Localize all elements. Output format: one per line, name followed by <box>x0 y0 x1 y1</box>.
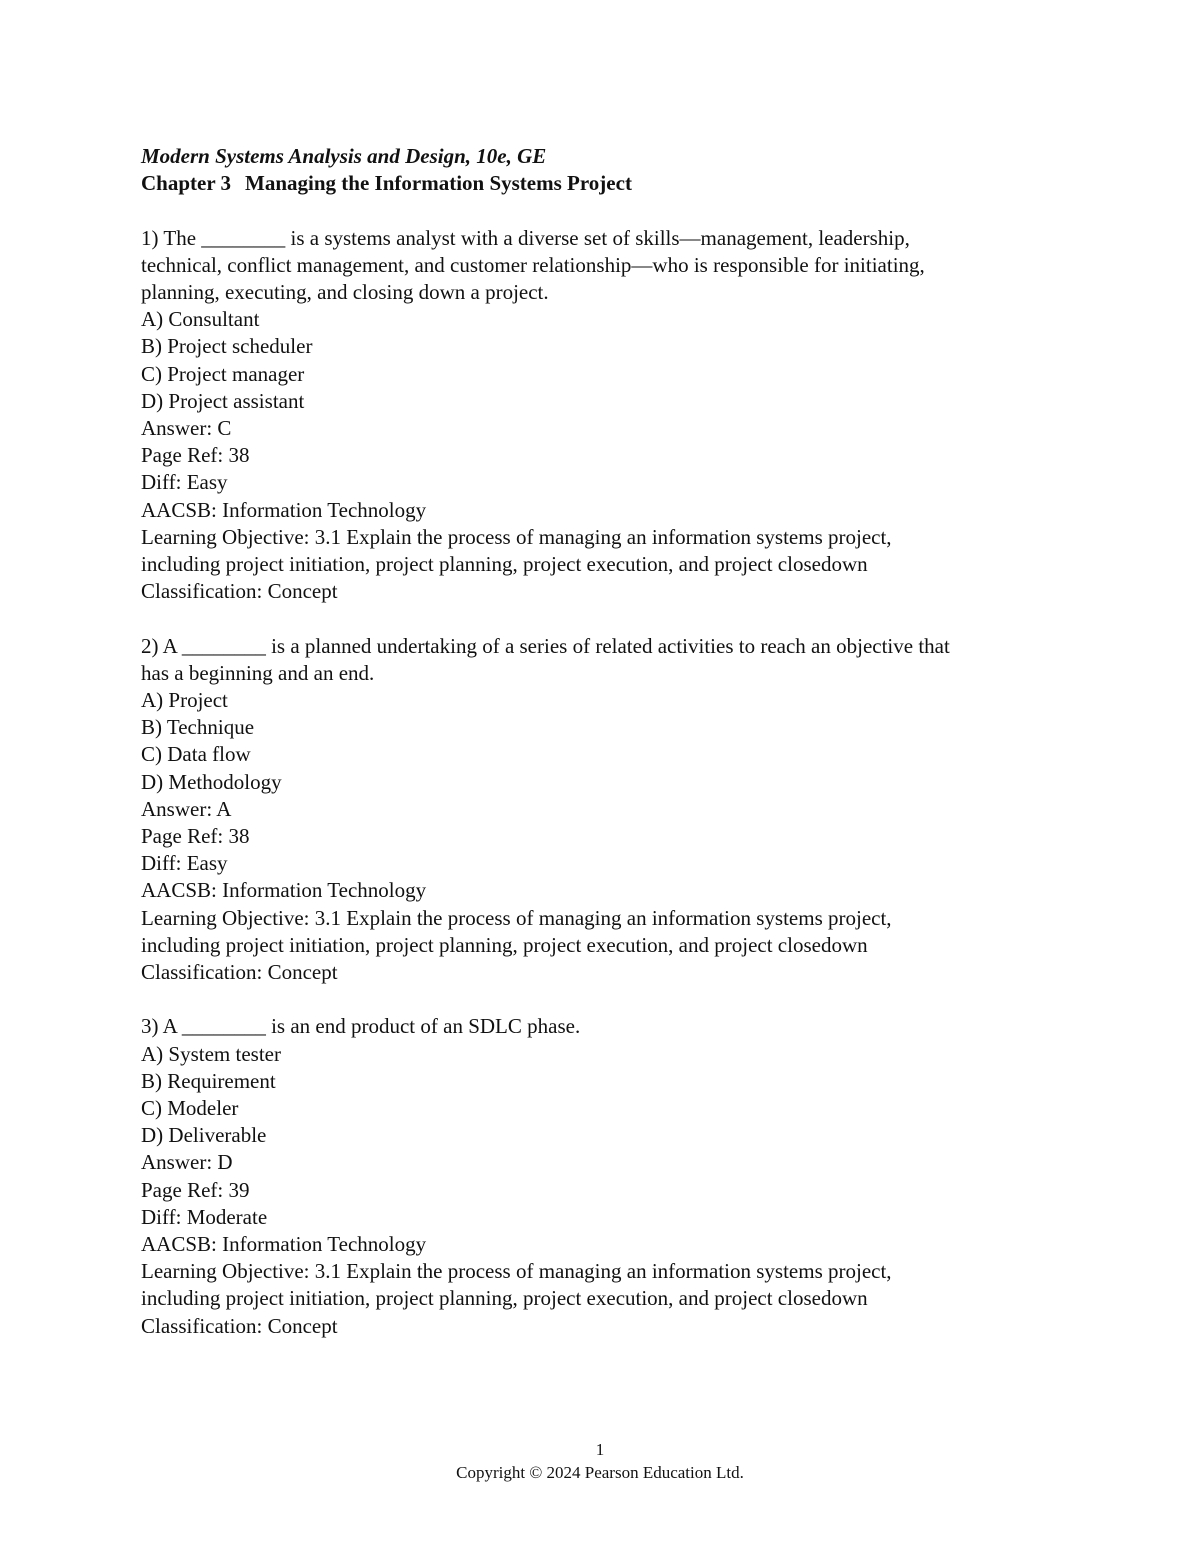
answer-option-c: C) Project manager <box>141 361 305 386</box>
copyright-notice: Copyright © 2024 Pearson Education Ltd. <box>456 1463 744 1482</box>
document-page <box>141 143 1071 1340</box>
classification: Classification: Concept <box>141 1313 338 1338</box>
learning-objective-line: including project initiation, project planning, project execution, and project closedown <box>141 932 868 957</box>
aacsb-tag: AACSB: Information Technology <box>141 878 427 903</box>
difficulty: Diff: Moderate <box>141 1204 268 1229</box>
answer-option-c: C) Data flow <box>141 742 251 767</box>
learning-objective-line: Learning Objective: 3.1 Explain the process of managing an information systems project, <box>141 524 892 549</box>
answer-option-a: A) Project <box>141 688 228 713</box>
answer-key: Answer: A <box>141 796 232 821</box>
question-stem-line: technical, conflict management, and customer relationship—who is responsible for initiating, <box>141 252 925 277</box>
classification: Classification: Concept <box>141 579 338 604</box>
difficulty: Diff: Easy <box>141 470 228 495</box>
learning-objective-line: Learning Objective: 3.1 Explain the process of managing an information systems project, <box>141 1259 892 1284</box>
question-stem-line: 1) The ________ is a systems analyst with a diverse set of skills—management, leadership, <box>141 225 910 250</box>
learning-objective-line: including project initiation, project planning, project execution, and project closedown <box>141 552 868 577</box>
aacsb-tag: AACSB: Information Technology <box>141 1232 427 1257</box>
chapter-title: Managing the Information Systems Project <box>245 171 632 196</box>
classification: Classification: Concept <box>141 960 338 985</box>
answer-option-c: C) Modeler <box>141 1096 239 1121</box>
learning-objective-line: including project initiation, project planning, project execution, and project closedown <box>141 1286 868 1311</box>
chapter-heading <box>141 170 1071 197</box>
answer-key: Answer: C <box>141 416 232 441</box>
page-ref: Page Ref: 38 <box>141 824 250 849</box>
question-stem-line: planning, executing, and closing down a project. <box>141 280 549 304</box>
page-footer <box>0 1438 1200 1484</box>
answer-option-d: D) Deliverable <box>141 1123 267 1148</box>
question-stem-line: 2) A ________ is a planned undertaking of a series of related activities to reach an objective that <box>141 633 950 658</box>
question-block-2 <box>141 633 1071 987</box>
page-ref: Page Ref: 38 <box>141 443 250 468</box>
answer-option-d: D) Methodology <box>141 769 282 794</box>
answer-option-a: A) Consultant <box>141 307 260 332</box>
aacsb-tag: AACSB: Information Technology <box>141 497 427 522</box>
page-ref: Page Ref: 39 <box>141 1177 250 1202</box>
answer-option-b: B) Technique <box>141 715 255 740</box>
difficulty: Diff: Easy <box>141 851 228 876</box>
learning-objective-line: Learning Objective: 3.1 Explain the process of managing an information systems project, <box>141 905 892 930</box>
chapter-number: Chapter 3 <box>141 171 232 196</box>
question-stem-line: 3) A ________ is an end product of an SDLC phase. <box>141 1014 581 1039</box>
question-block-3 <box>141 1013 1071 1339</box>
answer-option-d: D) Project assistant <box>141 388 305 413</box>
answer-option-b: B) Project scheduler <box>141 334 313 359</box>
answer-option-a: A) System tester <box>141 1041 281 1066</box>
answer-key: Answer: D <box>141 1150 233 1175</box>
book-title: Modern Systems Analysis and Design, 10e, GE <box>141 144 547 168</box>
question-block-1 <box>141 225 1071 606</box>
question-stem-line: has a beginning and an end. <box>141 660 375 685</box>
page-number: 1 <box>595 1440 605 1459</box>
answer-option-b: B) Requirement <box>141 1068 276 1093</box>
